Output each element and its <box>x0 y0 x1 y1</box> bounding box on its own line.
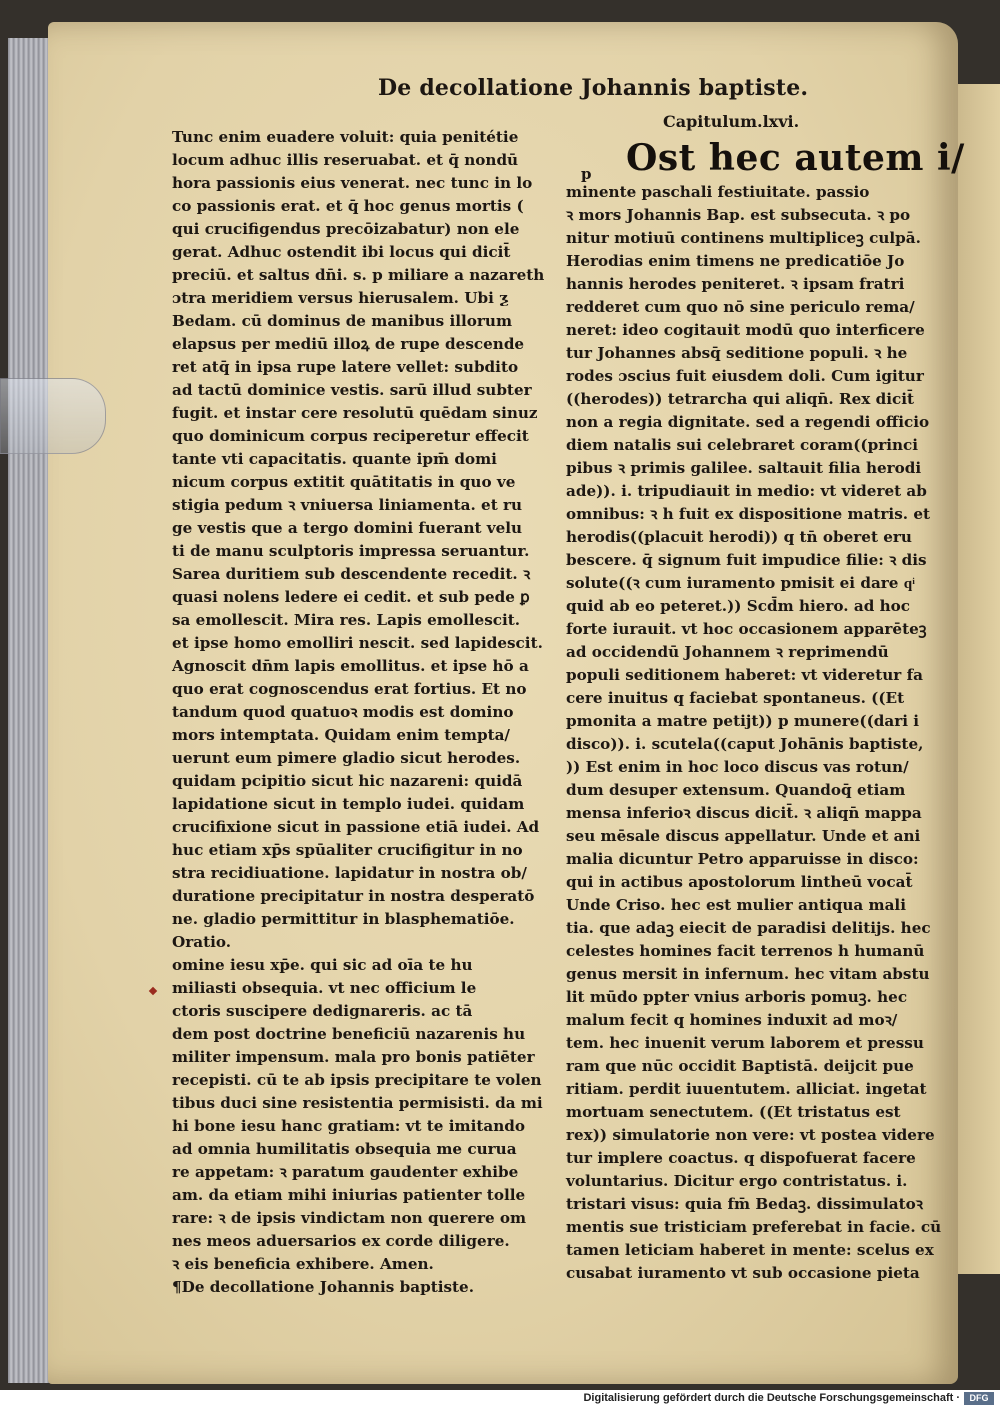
text-line: preciū. et saltus dn̄i. s. p miliare a nazareth <box>172 266 545 284</box>
text-line: ad omnia humilitatis obsequia me curua <box>172 1140 517 1158</box>
text-line: mors intemptata. Quidam enim tempta/ <box>172 726 510 744</box>
text-line: Agnoscit dn̄m lapis emollitus. et ipse hō a <box>172 657 529 675</box>
text-line: stigia pedum ꝛ vniuersa liniamenta. et ru <box>172 496 523 514</box>
text-line: malia dicuntur Petro apparuisse in disco: <box>566 850 919 868</box>
text-line: co passionis erat. et q̄ hoc genus mortis ( <box>172 197 524 215</box>
text-line: uerunt eum pimere gladio sicut herodes. <box>172 749 521 767</box>
text-line: ꝛ mors Johannis Bap. est subsecuta. ꝛ po <box>566 206 911 224</box>
text-line: non a regia dignitate. sed a regendi officio <box>566 413 930 431</box>
left-text-column <box>172 126 544 1299</box>
text-line: sa emollescit. Mira res. Lapis emollescit. <box>172 611 521 629</box>
text-line: am. da etiam mihi iniurias patienter tolle <box>172 1186 526 1204</box>
text-line: ad occidendū Johannem ꝛ reprimendū <box>566 643 889 661</box>
text-line: qui in actibus apostolorum lintheū vocat̄ <box>566 873 913 891</box>
text-line: ram que nūc occidit Baptistā. deijcit pue <box>566 1057 914 1075</box>
text-line: miliasti obsequia. vt nec officium le <box>172 979 477 997</box>
guide-letter: p <box>581 165 592 183</box>
text-line: redderet cum quo nō sine periculo rema/ <box>566 298 915 316</box>
text-line: tur Johannes absq̄ seditione populi. ꝛ he <box>566 344 908 362</box>
text-line: Tunc enim euadere voluit: quia penitétie <box>172 128 519 146</box>
footer-credit: Digitalisierung gefördert durch die Deutsche Forschungsgemeinschaft · <box>583 1392 960 1404</box>
text-line: omnibus: ꝛ h fuit ex dispositione matris. et <box>566 505 931 523</box>
text-line: ritiam. perdit iuuentutem. alliciat. ingetat <box>566 1080 927 1098</box>
text-line: diem natalis sui celebraret coram((princi <box>566 436 919 454</box>
chapter-heading: Capitulum.lxvi. <box>663 112 800 131</box>
text-line: cere inuitus q faciebat spontaneus. ((Et <box>566 689 905 707</box>
text-line: quasi nolens ledere ei cedit. et sub pede ꝑ <box>172 588 530 606</box>
text-line: minente paschali festiuitate. passio <box>566 183 870 201</box>
text-line: lapidatione sicut in templo iudei. quidam <box>172 795 525 813</box>
text-line: tristari visus: quia fm̄ Bedaꝫ. dissimulatoꝛ <box>566 1195 923 1213</box>
text-line: rodes ɔscius fuit eiusdem doli. Cum igitur <box>566 367 924 385</box>
text-line: mensa inferioꝛ discus dicit̄. ꝛ aliqn̄ mappa <box>566 804 922 822</box>
text-line: duratione precipitatur in nostra desperatō <box>172 887 535 905</box>
text-line: populi seditionem haberet: vt videretur fa <box>566 666 923 684</box>
text-line: neret: ideo cogitauit modū quo interficere <box>566 321 925 339</box>
text-line: forte iurauit. vt hoc occasionem apparēteꝫ <box>566 620 927 638</box>
text-line: re appetam: ꝛ paratum gaudenter exhibe <box>172 1163 519 1181</box>
text-line: seu mēsale discus appellatur. Unde et ani <box>566 827 921 845</box>
text-line: pibus ꝛ primis galilee. saltauit filia herodi <box>566 459 922 477</box>
text-line: tante vti capacitatis. quante ipm̄ domi <box>172 450 497 468</box>
text-line: ad tactū dominice vestis. sarū illud subter <box>172 381 532 399</box>
text-line: ꝛ eis beneficia exhibere. Amen. <box>172 1255 434 1273</box>
text-line: tibus duci sine resistentia permisisti. da mi <box>172 1094 543 1112</box>
text-line: elapsus per mediū illoꝝ de rupe descende <box>172 335 525 353</box>
text-line: pmonita a matre petijt)) p munere((dari i <box>566 712 920 730</box>
text-line: tia. que adaꝫ eiecit de paradisi delitijs. hec <box>566 919 931 937</box>
dfg-logo: DFG <box>964 1392 994 1405</box>
text-line: celestes homines facit terrenos h humanū <box>566 942 925 960</box>
text-line: ¶De decollatione Johannis baptiste. <box>172 1278 474 1296</box>
text-line: ge vestis que a tergo domini fuerant velu <box>172 519 523 537</box>
text-line: hi bone iesu hanc gratiam: vt te imitando <box>172 1117 526 1135</box>
text-line: tur implere coactus. q dispofuerat facere <box>566 1149 916 1167</box>
text-line: hannis herodes peniteret. ꝛ ipsam fratri <box>566 275 905 293</box>
text-line: fugit. et instar cere resolutū quēdam sinuz <box>172 404 538 422</box>
facing-page-edge <box>958 84 1000 1274</box>
text-line: herodis((placuit herodi)) q tn̄ oberet eru <box>566 528 912 546</box>
text-line: quidam pcipitio sicut hic nazareni: quidā <box>172 772 523 790</box>
text-line: tandum quod quatuoꝛ modis est domino <box>172 703 514 721</box>
text-line: dum desuper extensum. Quandoq̄ etiam <box>566 781 906 799</box>
glass-clip <box>0 378 106 454</box>
text-line: nes meos aduersarios ex corde diligere. <box>172 1232 510 1250</box>
text-line: ade)). i. tripudiauit in medio: vt videret ab <box>566 482 927 500</box>
text-line: quid ab eo peteret.)) Scd̄m hiero. ad hoc <box>566 597 911 615</box>
text-line: militer impensum. mala pro bonis patiēter <box>172 1048 535 1066</box>
text-line: crucifixione sicut in passione etiā iudei. Ad <box>172 818 540 836</box>
text-line: solute((ꝛ cum iuramento pmisit ei dare qͥ <box>566 574 915 592</box>
text-line: gerat. Adhuc ostendit ibi locus qui dicit̄ <box>172 243 511 261</box>
text-line: Sarea duritiem sub descendente recedit. ꝛ <box>172 565 531 583</box>
text-line: et ipse homo emolliri nescit. sed lapidescit. <box>172 634 543 652</box>
text-line: disco)). i. scutela((caput Johānis baptiste, <box>566 735 924 753</box>
text-line: ctoris suscipere dedignareris. ac tā <box>172 1002 473 1020</box>
text-line: nitur motiuū continens multipliceꝫ culpā. <box>566 229 921 247</box>
text-line: )) Est enim in hoc loco discus vas rotun/ <box>566 758 909 776</box>
text-line: genus mersit in infernum. hec vitam abstu <box>566 965 930 983</box>
text-line: lit mūdo ppter vnius arboris pomuꝫ. hec <box>566 988 908 1006</box>
text-line: rare: ꝛ de ipsis vindictam non querere om <box>172 1209 527 1227</box>
text-line: recepisti. cū te ab ipsis precipitare te volen <box>172 1071 542 1089</box>
text-line: ne. gladio permittitur in blasphematiōe. <box>172 910 515 928</box>
text-line: bescere. q̄ signum fuit impudice filie: ꝛ dis <box>566 551 927 569</box>
text-line: stra recidiuatione. lapidatur in nostra ob/ <box>172 864 527 882</box>
running-head: De decollatione Johannis baptiste. <box>378 75 809 101</box>
right-text-column <box>566 181 941 1285</box>
text-line: ɔtra meridiem versus hierusalem. Ubi ƺ <box>172 289 510 307</box>
digitization-footer <box>0 1390 1000 1407</box>
text-line: tamen leticiam haberet in mente: scelus ex <box>566 1241 934 1259</box>
text-line: ((herodes)) tetrarcha qui aliqn̄. Rex dicit̄ <box>566 390 915 408</box>
text-line: cusabat iuramento vt sub occasione pieta <box>566 1264 920 1282</box>
text-line: omine iesu xp̄e. qui sic ad oīa te hu <box>172 956 473 974</box>
text-line: quo dominicum corpus reciperetur effecit <box>172 427 529 445</box>
text-line: Herodias enim timens ne predicatiōe Jo <box>566 252 905 270</box>
text-line: mortuam senectutem. ((Et tristatus est <box>566 1103 901 1121</box>
text-line: qui crucifigendus precōizabatur) non ele <box>172 220 520 238</box>
text-line: voluntarius. Dicitur ergo contristatus. i. <box>566 1172 908 1190</box>
decorated-initial-line: Ost hec autem i/ <box>626 137 965 179</box>
text-line: Oratio. <box>172 933 232 951</box>
text-line: Unde Criso. hec est mulier antiqua mali <box>566 896 906 914</box>
text-line: locum adhuc illis reseruabat. et q̄ nondū <box>172 151 519 169</box>
text-line: malum fecit q homines induxit ad moꝛ/ <box>566 1011 898 1029</box>
text-line: huc etiam xp̄s spūaliter crucifigitur in no <box>172 841 523 859</box>
text-line: ret atq̄ in ipsa rupe latere vellet: subdito <box>172 358 519 376</box>
text-line: tem. hec inuenit verum laborem et pressu <box>566 1034 924 1052</box>
text-line: hora passionis eius venerat. nec tunc in lo <box>172 174 533 192</box>
text-line: ti de manu sculptoris impressa seruantur. <box>172 542 530 560</box>
text-line: quo erat cognoscendus erat fortius. Et no <box>172 680 527 698</box>
text-line: rex)) simulatorie non vere: vt postea videre <box>566 1126 935 1144</box>
text-line: mentis sue tristiciam preferebat in facie. cū <box>566 1218 942 1236</box>
text-line: nicum corpus extitit quātitatis in quo ve <box>172 473 516 491</box>
text-line: Bedam. cū dominus de manibus illorum <box>172 312 513 330</box>
text-line: dem post doctrine beneficiū nazarenis hu <box>172 1025 526 1043</box>
